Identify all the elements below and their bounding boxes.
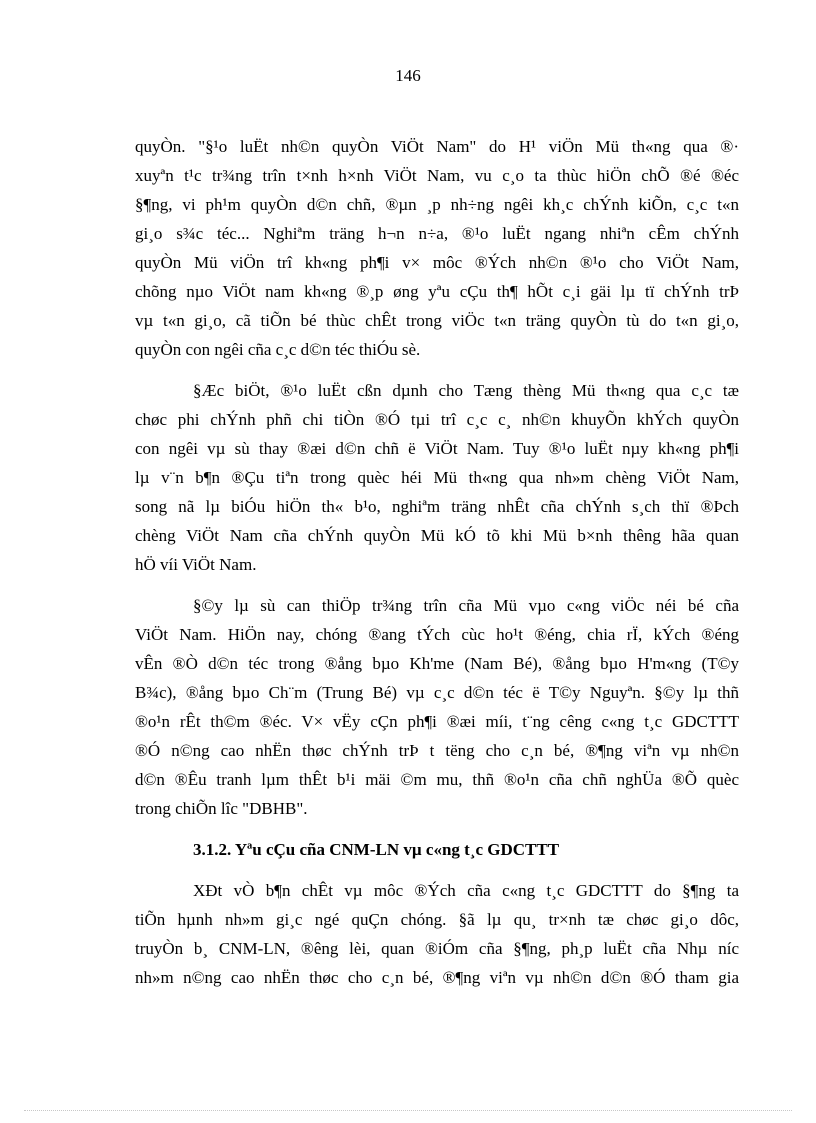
- text-line: d©n ®Êu tranh lµm thÊt b¹i mäi ©m mu, thñ ®o¹n cña chñ nghÜa ®Õ quèc: [135, 770, 739, 789]
- text-line: trong chiÕn lîc "DBHB".: [135, 799, 308, 818]
- text-line: quyÒn Mü viÖn trî kh«ng ph¶i v× môc ®Ých nh©n ®¹o cho ViÖt Nam,: [135, 253, 739, 272]
- paragraph-4: [135, 876, 739, 992]
- text-line: vµ t«n gi¸o, cã tiÕn bé thùc chÊt trong viÖc t«n träng quyÒn tù do t«n gi¸o,: [135, 311, 739, 330]
- text-line: hÖ víi ViÖt Nam.: [135, 555, 257, 574]
- text-line: quyÒn con ngêi cña c¸c d©n téc thiÓu sè.: [135, 340, 421, 359]
- text-line: ViÖt Nam. HiÖn nay, chóng ®ang tÝch cùc ho¹t ®éng, chia rÏ, kÝch ®éng: [135, 625, 739, 644]
- text-line: nh»m n©ng cao nhËn thøc cho c¸n bé, ®¶ng viªn vµ nh©n d©n ®Ó tham gia: [135, 968, 739, 987]
- text-line: B¾c), ®ång bµo Ch¨m (Trung Bé) vµ c¸c d©n téc ë T©y Nguyªn. §©y lµ thñ: [135, 683, 739, 702]
- text-line: tiÕn hµnh nh»m gi¸c ngé quÇn chóng. §ã lµ qu¸ tr×nh tæ chøc gi¸o dôc,: [135, 910, 739, 929]
- text-line: chèng ViÖt Nam cña chÝnh quyÒn Mü kÓ tõ khi Mü b×nh thêng hãa quan: [135, 526, 739, 545]
- document-body: [135, 132, 739, 1004]
- text-line: con ngêi vµ sù thay ®æi d©n chñ ë ViÖt Nam. Tuy ®¹o luËt nµy kh«ng ph¶i: [135, 439, 739, 458]
- paragraph-3: [135, 591, 739, 823]
- text-line: xuyªn t¹c tr¾ng trîn t×nh h×nh ViÖt Nam, vu c¸o ta thùc hiÖn chÕ ®é ®éc: [135, 166, 739, 185]
- text-line: §¶ng, vi ph¹m quyÒn d©n chñ, ®µn ¸p nh÷ng ngêi kh¸c chÝnh kiÕn, c¸c t«n: [135, 195, 739, 214]
- text-line: vÊn ®Ò d©n téc trong ®ång bµo Kh'me (Nam Bé), ®ång bµo H'm«ng (T©y: [135, 654, 739, 673]
- page-bottom-divider: [24, 1110, 792, 1111]
- text-line: gi¸o s¾c téc... Nghiªm träng h¬n n÷a, ®¹o luËt ngang nhiªn cÊm chÝnh: [135, 224, 739, 243]
- text-line: ®Ó n©ng cao nhËn thøc chÝnh trÞ t tëng cho c¸n bé, ®¶ng viªn vµ nh©n: [135, 741, 739, 760]
- paragraph-1: [135, 132, 739, 364]
- text-line: quyÒn. "§¹o luËt nh©n quyÒn ViÖt Nam" do H¹ viÖn Mü th«ng qua ®·: [135, 137, 739, 156]
- text-line: lµ v¨n b¶n ®Çu tiªn trong quèc héi Mü th«ng qua nh»m chèng ViÖt Nam,: [135, 468, 739, 487]
- paragraph-2: [135, 376, 739, 579]
- text-line: chõng nµo ViÖt nam kh«ng ®¸p øng yªu cÇu th¶ hÕt c¸i gäi lµ tï chÝnh trÞ: [135, 282, 739, 301]
- text-line: §©y lµ sù can thiÖp tr¾ng trîn cña Mü vµo c«ng viÖc néi bé cña: [193, 596, 739, 615]
- page-number: 146: [395, 66, 421, 85]
- text-line: §Æc biÖt, ®¹o luËt cßn dµnh cho Tæng thèng Mü th«ng qua c¸c tæ: [193, 381, 739, 400]
- text-line: XÐt vÒ b¶n chÊt vµ môc ®Ých cña c«ng t¸c GDCTTT do §¶ng ta: [193, 881, 739, 900]
- section-heading: 3.1.2. Yªu cÇu cña CNM-LN vµ c«ng t¸c GDCTTT: [193, 840, 560, 859]
- text-line: song nã lµ biÓu hiÖn th« b¹o, nghiªm träng nhÊt cña chÝnh s¸ch thï ®Þch: [135, 497, 739, 516]
- text-line: ®o¹n rÊt th©m ®éc. V× vËy cÇn ph¶i ®æi míi, t¨ng cêng c«ng t¸c GDCTTT: [135, 712, 739, 731]
- text-line: chøc phi chÝnh phñ chi tiÒn ®Ó tµi trî c¸c c¸ nh©n khuyÕn khÝch quyÒn: [135, 410, 739, 429]
- text-line: truyÒn b¸ CNM-LN, ®êng lèi, quan ®iÓm cña §¶ng, ph¸p luËt cña Nhµ níc: [135, 939, 739, 958]
